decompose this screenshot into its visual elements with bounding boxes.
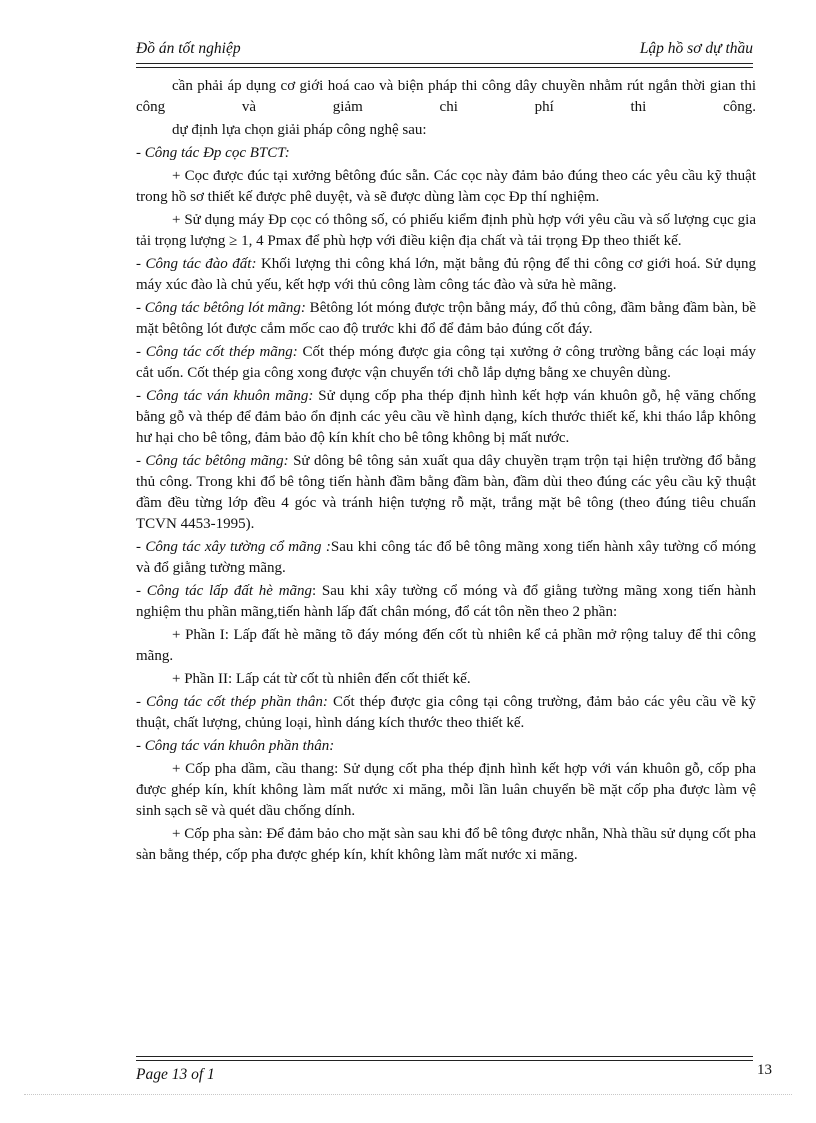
header-left-title: Đồ án tốt nghiệp [136, 40, 241, 57]
footer-rule [136, 1056, 753, 1061]
section-label-text: - Công tác Đp cọc BTCT: [136, 145, 290, 161]
paragraph [136, 342, 756, 384]
header-right-title: Lập hồ sơ dự thầu [639, 40, 753, 57]
page-bottom-divider [24, 1094, 792, 1095]
paragraph [136, 537, 756, 579]
paragraph-text: Sau khi công tác đổ bê tông mãng xong tiến hành xây tường cổ móng và đổ giằng tường mãng. [136, 539, 757, 576]
paragraph-text: Sử dông bê tông sản xuất qua dây chuyền trạm trộn tại hiện trường đổ bằng thủ công. Trong khi đổ bê tông tiến hành đầm bằng đầm bàn, đầm dùi theo đúng các yêu cầu kỹ thuật đầm đều từng lớp đều 4 góc và tránh hiện tượng rỗ mặt, trắng mặt bê tông (theo đúng tiêu chuẩn TCVN 4453-1995). [136, 453, 756, 532]
paragraph-text: : Sau khi xây tường cổ móng và đổ giằng tường mãng xong tiến hành nghiệm thu phần mãng,tiến hành lấp đất chân móng, đổ cát tôn nền theo 2 phần: [136, 583, 756, 620]
section-label [136, 736, 756, 757]
paragraph [136, 451, 756, 535]
page-footer [136, 1062, 772, 1086]
paragraph: + Phần II: Lấp cát từ cốt tù nhiên đến cốt thiết kế. [172, 671, 471, 687]
section-label-text: - Công tác bêtông mãng: [136, 453, 289, 469]
paragraph [136, 692, 756, 734]
paragraph: + Sử dụng máy Đp cọc có thông số, có phiếu kiểm định phù hợp với yêu cầu và số lượng cục gia tải trọng lượng ≥ 1, 4 Pmax để phù hợp với điều kiện địa chất và tải trọng Đp theo thiết kế. [136, 212, 756, 249]
document-body [136, 76, 756, 868]
paragraph-text: Sử dụng cốp pha thép định hình kết hợp ván khuôn gỗ, hệ văng chống bằng gỗ và thép để đảm bảo ổn định các yêu cầu về hình dạng, kích thước thiết kế, khi tháo lắp không hư hại cho bê tông, đảm bảo độ kín khít cho bê tông không bị mất nước. [136, 388, 756, 446]
header-rule [136, 63, 753, 68]
section-label-text: - Công tác bêtông lót mãng: [136, 300, 306, 316]
paragraph: + Cốp pha dầm, cầu thang: Sử dụng cốt pha thép định hình kết hợp với ván khuôn gỗ, cốp pha được ghép kín, khít không làm mất nước xi măng, mỗi lần luân chuyển bề mặt cốp pha được làm vệ sinh sạch sẽ và quét dầu chống dính. [136, 761, 756, 819]
paragraph: + Cốp pha sàn: Để đảm bảo cho mặt sàn sau khi đổ bê tông được nhẵn, Nhà thầu sử dụng cốt pha sàn bằng thép, cốp pha được ghép kín, khít không làm mất nước xi măng. [136, 826, 756, 863]
paragraph [136, 254, 756, 296]
section-label-text: - Công tác cốt thép phần thân: [136, 694, 328, 710]
paragraph: + Phần I: Lấp đất hè mãng tõ đáy móng đến cốt tù nhiên kể cả phần mở rộng taluy để thi công mãng. [136, 627, 756, 664]
paragraph [136, 298, 756, 340]
section-label-text: - Công tác ván khuôn phần thân: [136, 738, 335, 754]
intro-paragraph: cần phải áp dụng cơ giới hoá cao và biện pháp thi công dây chuyền nhằm rút ngắn thời gian thi công và giảm chi phí thi công. [136, 78, 756, 115]
page-header [136, 38, 753, 62]
paragraph-text: Khối lượng thi công khá lớn, mặt bằng đủ rộng để thi công cơ giới hoá. Sử dụng máy xúc đào là chủ yếu, kết hợp với thủ công làm công tác đào và sửa hè mãng. [136, 256, 756, 293]
paragraph: + Cọc được đúc tại xưởng bêtông đúc sẵn. Các cọc này đảm bảo đúng theo các yêu cầu kỹ thuật trong hồ sơ thiết kế được phê duyệt, và sẽ được dùng làm cọc Đp thí nghiệm. [136, 168, 756, 205]
page-label: Page 13 of 1 [136, 1066, 215, 1083]
section-label-text: - Công tác xây tường cổ mãng : [136, 539, 331, 555]
section-label-text: - Công tác đào đất: [136, 256, 257, 272]
paragraph [136, 386, 756, 449]
paragraph [136, 581, 756, 623]
paragraph-text: Bêtông lót móng được trộn bằng máy, đổ thủ công, đầm bằng đầm bàn, bề mặt bêtông lót được cắm mốc cao độ trước khi đổ để đảm bảo đúng cốt đáy. [136, 300, 756, 337]
section-label [136, 143, 756, 164]
paragraph-text: Cốt thép được gia công tại công trường, đảm bảo các yêu cầu về kỹ thuật, chất lượng, chủng loại, hình dáng kích thước theo thiết kế. [136, 694, 756, 731]
section-label-text: - Công tác cốt thép mãng: [136, 344, 298, 360]
section-label-text: - Công tác lấp đất hè mãng [136, 583, 313, 599]
intro-paragraph-2: dự định lựa chọn giải pháp công nghệ sau: [172, 122, 427, 138]
paragraph-text: Cốt thép móng được gia công tại xưởng ở công trường bằng các loại máy cắt uốn. Cốt thép gia công xong được vận chuyển tới chỗ lắp dựng bằng xe chuyên dùng. [136, 344, 756, 381]
page-number: 13 [757, 1062, 772, 1078]
section-label-text: - Công tác ván khuôn mãng: [136, 388, 314, 404]
